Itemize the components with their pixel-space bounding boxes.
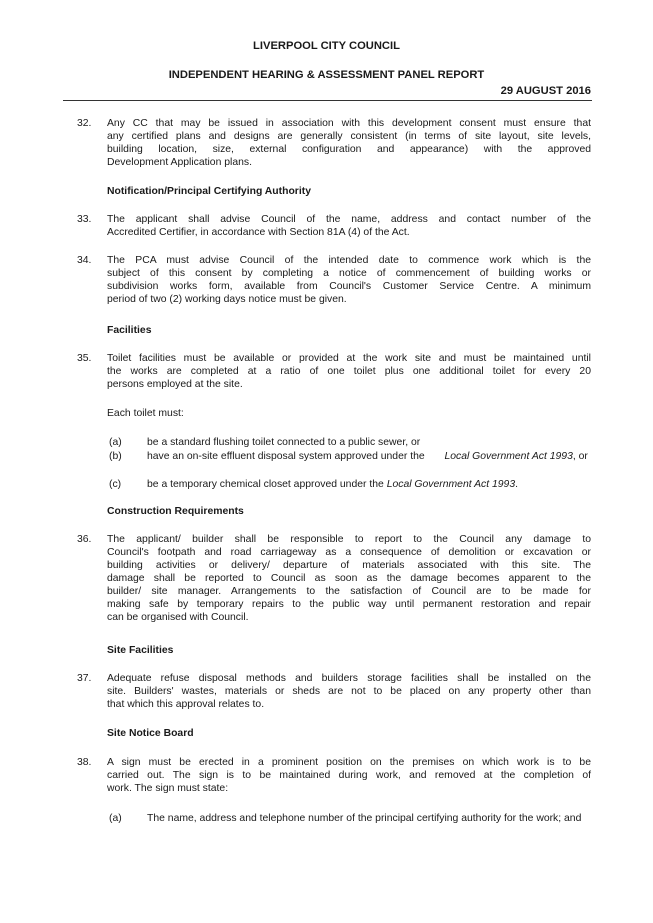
text-line: work. The sign must state: (107, 783, 229, 794)
condition-35-text (107, 352, 591, 391)
subclause-text (147, 812, 591, 825)
condition-38-text (107, 756, 591, 795)
text-line: Accredited Certifier, in accordance with Section 81A (4) of the Act. (107, 227, 410, 238)
text-line: The applicant/ builder shall be responsible to report to the Council any damage to (107, 534, 591, 545)
condition-number: 36. (77, 534, 92, 545)
subclause-text (147, 478, 591, 491)
toilet-intro: Each toilet must: (107, 408, 184, 419)
subclause-label: (c) (109, 479, 122, 490)
header-divider (63, 100, 592, 101)
condition-number: 33. (77, 214, 92, 225)
text-line: Adequate refuse disposal methods and builders storage facilities shall be installed on the (107, 673, 591, 684)
act-name: Local Government Act 1993 (386, 479, 516, 490)
section-heading: Notification/Principal Certifying Authority (107, 186, 311, 197)
text-line: Development Application plans. (107, 157, 252, 168)
text-line: The PCA must advise Council of the intended date to commence work which is the (107, 255, 591, 266)
report-date: 29 AUGUST 2016 (500, 85, 591, 97)
section-heading: Construction Requirements (107, 506, 244, 517)
subclause-text-part: be a temporary chemical closet approved under the (147, 479, 387, 490)
text-line: that which this approval relates to. (107, 699, 265, 710)
condition-36-text (107, 533, 591, 624)
text-line: making safe by temporary repairs to the public way until permanent restoration and repair (107, 599, 591, 610)
text-line: Council's footpath and road carriageway as a consequence of demolition or excavation or (107, 547, 591, 558)
text-line: subdivision works form, available from Council's Customer Service Centre. A minimum (107, 281, 591, 292)
text-line: any certified plans and designs are generally consistent (in terms of site layout, site levels, (107, 131, 591, 142)
text-line: damage shall be reported to Council as soon as the damage becomes apparent to the (107, 573, 591, 584)
text-line: persons employed at the site. (107, 379, 243, 390)
text-line: subject of this consent by completing a notice of commencement of building works or (107, 268, 591, 279)
subclause-text-part: have an on-site effluent disposal system approved under the (147, 451, 425, 462)
subclause-text-part: , or (572, 451, 588, 462)
subclause-text-part: . (515, 479, 519, 490)
act-name: Local Government Act 1993 (444, 451, 573, 462)
section-heading: Site Facilities (107, 645, 174, 656)
text-line: building location, size, external configuration and appearance) with the approved (107, 144, 591, 155)
text-line: Any CC that may be issued in association with this development consent must ensure that (107, 118, 591, 129)
text-line: the works are completed at a ratio of one toilet plus one additional toilet for every 20 (107, 366, 591, 377)
section-heading: Site Notice Board (107, 728, 194, 739)
condition-37-text (107, 672, 591, 711)
condition-number: 35. (77, 353, 92, 364)
text-line: carried out. The sign is to be maintained during work, and removed at the completion of (107, 770, 591, 781)
section-heading: Facilities (107, 325, 152, 336)
condition-32-text (107, 117, 591, 169)
subclause-text (147, 450, 591, 463)
text-line: the work; and (518, 813, 582, 824)
report-title: INDEPENDENT HEARING & ASSESSMENT PANEL REPORT (168, 69, 485, 81)
text-line: A sign must be erected in a prominent position on the premises on which work is to be (107, 757, 591, 768)
condition-number: 37. (77, 673, 92, 684)
text-line: period of two (2) working days notice must be given. (107, 294, 347, 305)
text-line: site. Builders' wastes, materials or sheds are not to be placed on any property other than (107, 686, 591, 697)
subclause-text: be a standard flushing toilet connected to a public sewer, or (147, 437, 421, 448)
text-line: can be organised with Council. (107, 612, 249, 623)
text-line: builder/ site manager. Arrangements to the satisfaction of Council are to be made for (107, 586, 591, 597)
text-line: The name, address and telephone number of the principal certifying authority for (147, 813, 517, 824)
subclause-label: (b) (109, 451, 122, 462)
text-line: The applicant shall advise Council of the name, address and contact number of the (107, 214, 591, 225)
council-title: LIVERPOOL CITY COUNCIL (253, 40, 400, 52)
subclause-label: (a) (109, 813, 122, 824)
text-line: building activities or delivery/ departure of materials associated with this site. The (107, 560, 591, 571)
condition-number: 32. (77, 118, 92, 129)
condition-number: 38. (77, 757, 92, 768)
subclause-label: (a) (109, 437, 122, 448)
text-line: Toilet facilities must be available or provided at the work site and must be maintained until (107, 353, 591, 364)
condition-number: 34. (77, 255, 92, 266)
condition-34-text (107, 254, 591, 306)
condition-33-text (107, 213, 591, 239)
